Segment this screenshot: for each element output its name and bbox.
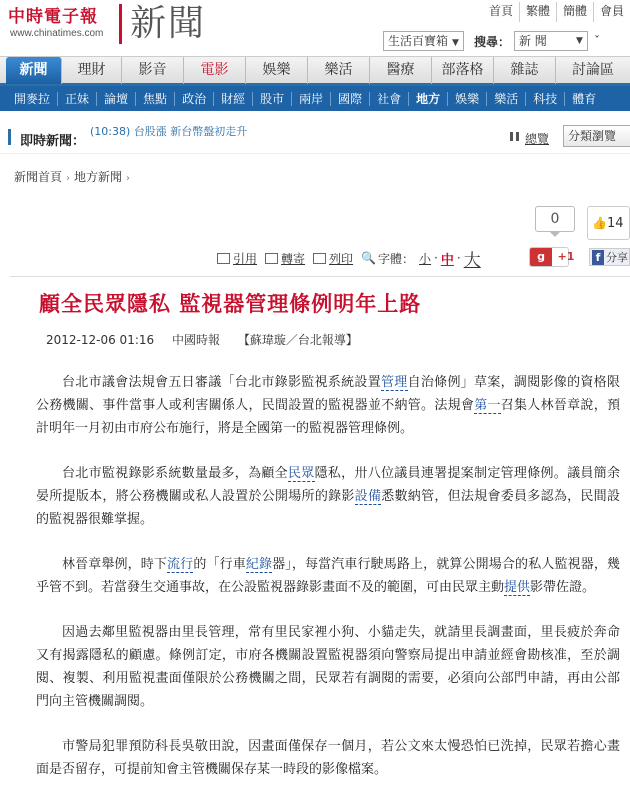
subnav-item-focus[interactable]: 焦點 [135, 92, 174, 106]
share-label: 分享 [606, 251, 628, 264]
article-paragraph: 台北市監視錄影系統數量最多，為顧全民眾隱私，卅八位議員連署提案制定管理條例。議員簡余晏所提版本，將公務機關或私人設置於公開場所的錄影設備悉數納管，但法規會委員多認為，民間設的監視器很難掌握。 [36, 466, 620, 527]
subnav-item-politics[interactable]: 政治 [174, 92, 213, 106]
article-source: 中國時報 [171, 333, 220, 347]
nav-item-video[interactable]: 影音 [122, 57, 184, 84]
subnav-item-cross-strait[interactable]: 兩岸 [291, 92, 330, 106]
site-header [0, 0, 630, 56]
font-size-label: 字體： [378, 251, 415, 266]
sub-nav [0, 86, 630, 111]
counter-pointer [550, 232, 560, 237]
facebook-share-button[interactable] [589, 248, 630, 266]
article-title: 顧全民眾隱私 監視器管理條例明年上路 [39, 291, 422, 316]
cite-button[interactable] [217, 250, 257, 267]
category-browse-label: 分類瀏覽 [568, 129, 617, 143]
font-large-button[interactable]: 大 [463, 250, 481, 271]
nav-item-lifestyle[interactable]: 樂活 [308, 57, 370, 84]
article-paragraph: 因過去鄰里監視器由里長管理，常有里民家裡小狗、小貓走失，就請里長調畫面，里長疲於奔命又有揭露隱私的顧慮。條例訂定，市府各機關設置監視器須向警察局提出申請並經會勘核准，至於調閱、複製、利用監視畫面僅限於公務機關之間，民眾若有調閱的需要，必須向公部門申請，再由公部門向主管機關調閱。 [36, 625, 620, 709]
article-paragraph: 台北市議會法規會五日審議「台北市錄影監視系統設置管理自治條例」草案，調閱影像的資格限公務機關、事件當事人或利害關係人，民間設置的監視器並不納管。法規會第一召集人林晉章說，預計明年一月初由市府公布施行，將是全國第一的監視器管理條例。 [36, 375, 620, 436]
chevron-down-icon: ▼ [576, 36, 583, 46]
pause-icon[interactable] [510, 132, 519, 141]
logo-text: 中時電子報 [8, 7, 98, 27]
nav-item-movies[interactable]: 電影 [184, 57, 246, 84]
breadcrumb-home[interactable]: 新聞首頁 [14, 170, 63, 184]
top-links [483, 2, 630, 22]
forward-button[interactable] [265, 250, 305, 267]
article-paragraph: 林晉章舉例，時下流行的「行車紀錄器」，每當汽車行駛馬路上，就算公開場合的私人監視器，幾乎管不到。若當發生交通事故，在公設監視器錄影畫面不及的範圍，可由民眾主動提供影帶佐證。 [36, 557, 620, 595]
like-box[interactable] [587, 206, 630, 240]
nav-item-blog[interactable]: 部落格 [432, 57, 494, 84]
cite-label: 引用 [233, 251, 258, 266]
quote-icon [217, 253, 230, 264]
breaking-news-bar [0, 120, 630, 154]
logo-divider [119, 4, 122, 44]
subnav-item-camera[interactable]: 開麥拉 [14, 91, 51, 106]
facebook-icon: f [592, 250, 604, 266]
nav-item-forum[interactable]: 討論區 [572, 62, 614, 78]
mail-icon [265, 253, 278, 264]
breaking-ticker[interactable]: (10:38) 台股漲 新台幣盤初走升 [90, 126, 248, 138]
subnav-item-tech[interactable]: 科技 [525, 92, 564, 106]
nav-item-entertainment[interactable]: 娛樂 [246, 57, 308, 84]
subnav-item-stocks[interactable]: 股市 [252, 92, 291, 106]
article-paragraph: 市警局犯罪預防科長吳敬田說，因畫面僅保存一個月，若公文來太慢恐怕已洗掉，民眾若擔心畫面是否留存，可提前知會主管機關保存某一時段的影像檔案。 [36, 739, 620, 777]
article-body [36, 371, 620, 789]
subnav-item-local[interactable]: 地方 [408, 92, 447, 106]
search-input-edge[interactable]: ˇ [593, 34, 600, 48]
google-plus-label: +1 [557, 250, 575, 263]
like-count: 14 [606, 216, 624, 231]
subnav-item-lifestyle[interactable]: 樂活 [486, 92, 525, 106]
top-link-member[interactable]: 會員 [593, 2, 630, 22]
font-size-control: 🔍 字體： 小 · 中 · 大 [361, 246, 484, 271]
breadcrumb [14, 168, 134, 185]
category-browse-select[interactable] [563, 125, 630, 147]
print-label: 列印 [329, 251, 354, 266]
subnav-item-sports[interactable]: 體育 [564, 92, 603, 106]
section-logo[interactable]: 新聞 [130, 3, 207, 44]
chevron-right-icon: › [66, 173, 71, 184]
forward-label: 轉寄 [281, 251, 306, 266]
google-plus-button[interactable] [529, 247, 575, 267]
nav-item-magazine[interactable]: 雜誌 [494, 57, 556, 84]
font-small-button[interactable]: 小 [419, 251, 432, 266]
breaking-marker [8, 129, 11, 145]
google-plus-icon: g [530, 248, 552, 266]
search-scope-select[interactable] [514, 31, 588, 51]
subnav-item-society[interactable]: 社會 [369, 92, 408, 106]
article-meta [46, 331, 372, 348]
article-author: 【蘇瑋璇／台北報導】 [237, 333, 358, 347]
article-date: 2012-12-06 01:16 [46, 333, 155, 347]
keyword-link[interactable]: 設備 [354, 489, 382, 504]
breaking-label: 即時新聞： [20, 134, 86, 149]
subnav-item-economy[interactable]: 財經 [213, 92, 252, 106]
nav-item-finance[interactable]: 理財 [62, 57, 122, 84]
subnav-item-opinion[interactable]: 論壇 [96, 92, 135, 106]
keyword-link[interactable]: 民眾 [287, 466, 315, 481]
font-medium-button[interactable]: 中 [440, 252, 454, 268]
nav-item-news[interactable]: 新聞 [6, 57, 62, 84]
site-logo[interactable] [8, 2, 120, 42]
search-scope-value: 新 聞 [518, 34, 547, 48]
printer-icon [313, 253, 326, 264]
divider [10, 276, 630, 277]
thumbs-up-icon: 👍 [592, 216, 607, 230]
article-tools [217, 248, 492, 271]
keyword-link[interactable]: 管理 [381, 375, 408, 390]
search-label: 搜尋： [473, 34, 510, 49]
chevron-down-icon: ▼ [452, 38, 459, 48]
subnav-item-entertainment[interactable]: 娛樂 [447, 92, 486, 106]
logo-url: www.chinatimes.com [10, 28, 104, 39]
keyword-link[interactable]: 流行 [167, 557, 194, 572]
chevron-right-icon: › [126, 173, 131, 184]
subnav-item-international[interactable]: 國際 [330, 92, 369, 106]
search-icon: 🔍 [361, 251, 376, 265]
comment-counter[interactable]: 0 [535, 206, 575, 232]
subnav-item-girls[interactable]: 正妹 [57, 92, 96, 106]
print-button[interactable] [313, 250, 353, 267]
category-select-value: 生活百寶箱 [388, 34, 449, 48]
nav-item-health[interactable]: 醫療 [370, 57, 432, 84]
main-nav [0, 56, 630, 86]
top-link-traditional[interactable]: 繁體 [519, 2, 556, 22]
top-link-simplified[interactable]: 簡體 [556, 2, 593, 22]
breadcrumb-section[interactable]: 地方新聞 [74, 170, 123, 184]
search-bar [383, 30, 600, 52]
keyword-link[interactable]: 第一 [474, 398, 501, 413]
keyword-link[interactable]: 提供 [504, 580, 531, 595]
keyword-link[interactable]: 紀錄 [245, 557, 273, 572]
top-link-home[interactable]: 首頁 [488, 4, 513, 18]
all-news-link[interactable]: 總覽 [525, 132, 550, 146]
category-select[interactable] [383, 31, 464, 51]
